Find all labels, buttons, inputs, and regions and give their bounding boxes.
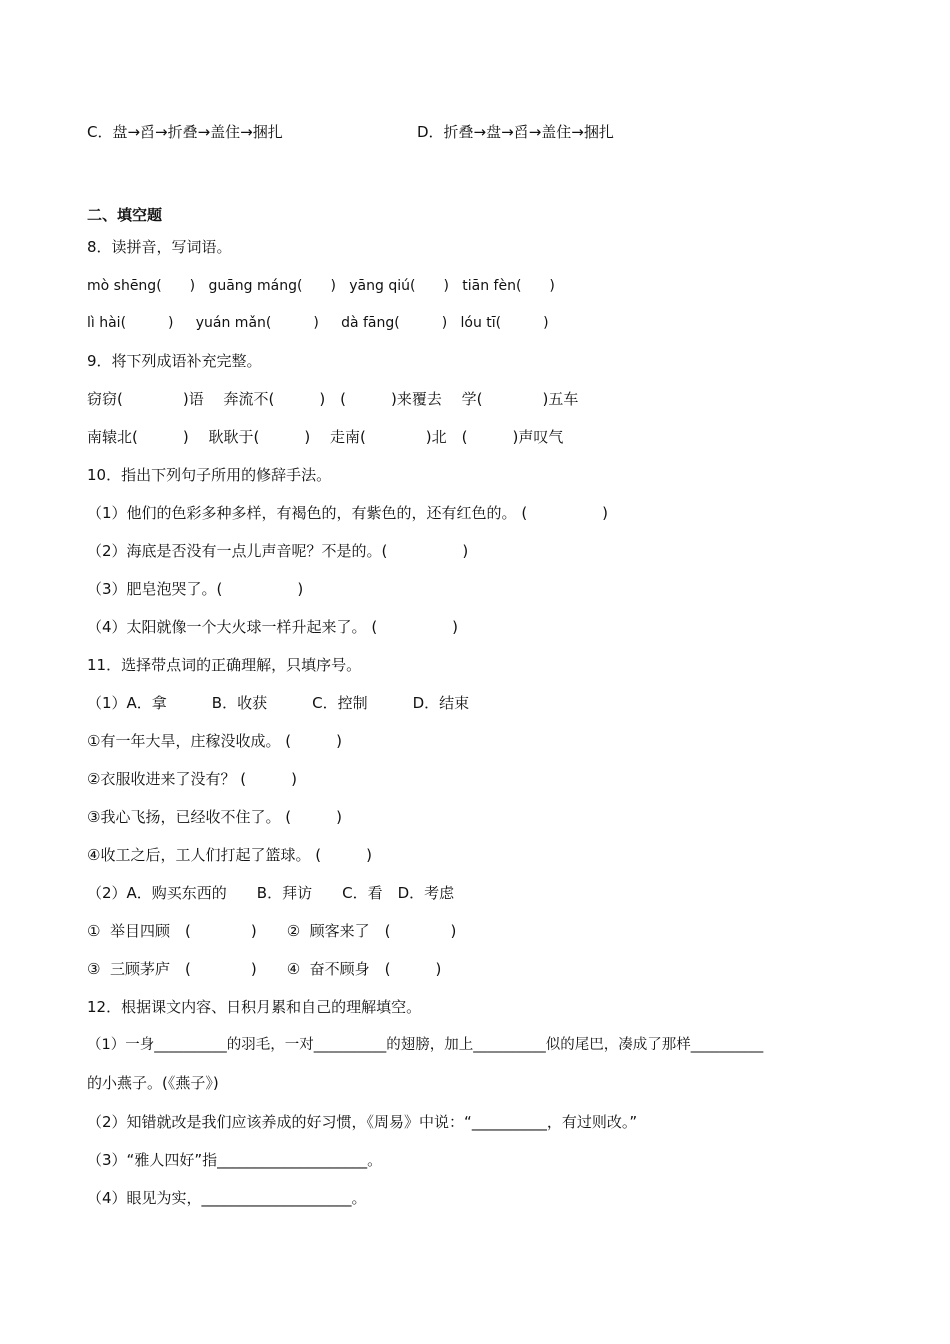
q11-part1-options: （1）A．拿 B．收获 C．控制 D．结束 [87, 694, 470, 712]
q11-part1-item-3: ③我心飞扬，已经收不住了。 ( ) [87, 808, 342, 826]
q8-pinyin-row-1: mò shēng( ) guāng máng( ) yāng qiú( ) tiān fèn( ) [87, 278, 555, 294]
q11-part1-item-1: ①有一年大旱，庄稼没收成。 ( ) [87, 732, 342, 750]
q12-item-3: （3）“雅人四好”指____________________。 [87, 1151, 383, 1169]
q10-item-3: （3）肥皂泡哭了。( ) [87, 580, 304, 598]
option-d: D．折叠→盘→舀→盖住→捆扎 [417, 123, 614, 141]
q8-title: 8．读拼音，写词语。 [87, 238, 232, 256]
q10-item-1: （1）他们的色彩多种多样，有褐色的，有紫色的，还有红色的。 ( ) [87, 504, 609, 522]
q10-item-2: （2）海底是否没有一点儿声音呢？不是的。( ) [87, 542, 469, 560]
q12-title: 12．根据课文内容、日积月累和自己的理解填空。 [87, 998, 422, 1016]
q11-part2-row-2: ③ 三顾茅庐 ( ) ④ 奋不顾身 ( ) [87, 960, 442, 978]
q10-item-4: （4）太阳就像一个大火球一样升起来了。 ( ) [87, 618, 459, 636]
section-title: 二、填空题 [87, 206, 163, 224]
q11-title: 11．选择带点词的正确理解，只填序号。 [87, 656, 362, 674]
q10-title: 10．指出下列句子所用的修辞手法。 [87, 466, 332, 484]
q8-pinyin-row-2: lì hài( ) yuán mǎn( ) dà fāng( ) lóu tī( ) [87, 315, 549, 331]
q11-part2-options: （2）A．购买东西的 B．拜访 C．看 D．考虑 [87, 884, 455, 902]
q12-item-2: （2）知错就改是我们应该养成的好习惯，《周易》中说：“__________，有过则改。” [87, 1113, 638, 1131]
q12-item-1-line-2: 的小燕子。(《燕子》) [87, 1074, 219, 1092]
q9-title: 9．将下列成语补充完整。 [87, 352, 262, 370]
q9-idiom-row-2: 南辕北( ) 耿耿于( ) 走南( )北 ( )声叹气 [87, 428, 564, 446]
q11-part2-row-1: ① 举目四顾 ( ) ② 顾客来了 ( ) [87, 922, 457, 940]
q9-idiom-row-1: 窃窃( )语 奔流不( ) ( )来覆去 学( )五车 [87, 390, 579, 408]
q12-item-1-line-1: （1）一身__________的羽毛，一对__________的翅膀，加上__________似的尾巴，凑成了那样__________ [87, 1037, 764, 1053]
q12-item-4: （4）眼见为实，____________________。 [87, 1189, 367, 1207]
option-c: C．盘→舀→折叠→盖住→捆扎 [87, 123, 283, 141]
q11-part1-item-2: ②衣服收进来了没有？ ( ) [87, 770, 297, 788]
q11-part1-item-4: ④收工之后，工人们打起了篮球。 ( ) [87, 846, 372, 864]
